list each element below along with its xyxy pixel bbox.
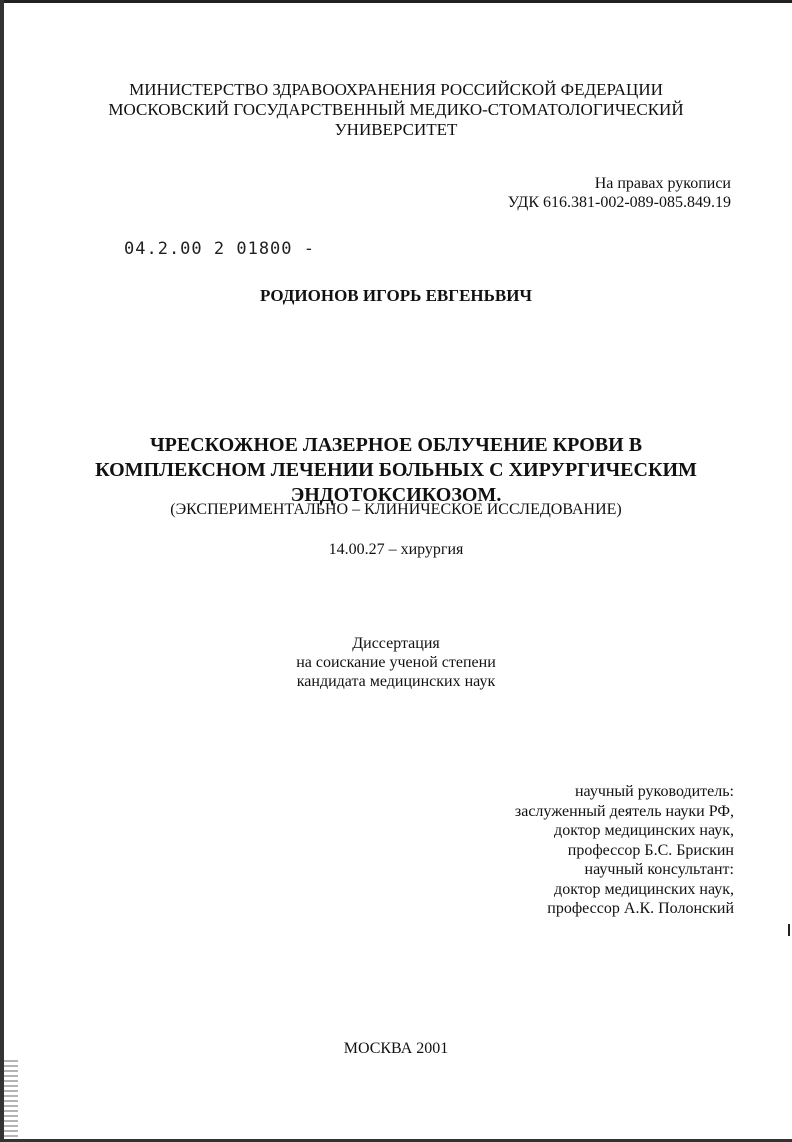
specialty-code: 14.00.27 – хирургия xyxy=(328,541,464,558)
header-line: МОСКОВСКИЙ ГОСУДАРСТВЕННЫЙ МЕДИКО-СТОМАТОЛОГИЧЕСКИЙ xyxy=(108,100,684,119)
dissertation-title xyxy=(0,433,792,508)
rights-label: На правах рукописи xyxy=(594,175,731,192)
title-line: ЧРЕСКОЖНОЕ ЛАЗЕРНОЕ ОБЛУЧЕНИЕ КРОВИ В xyxy=(149,434,643,456)
author-name: РОДИОНОВ ИГОРЬ ЕВГЕНЬВИЧ xyxy=(260,286,532,305)
manuscript-rights xyxy=(508,174,731,212)
degree-line: на соискание ученой степени xyxy=(296,654,496,671)
city-year: МОСКВА 2001 xyxy=(343,1040,449,1057)
header-line: УНИВЕРСИТЕТ xyxy=(334,120,458,139)
degree-line: кандидата медицинских наук xyxy=(296,673,496,690)
scan-mark-right xyxy=(788,924,790,936)
scan-noise xyxy=(4,1060,18,1142)
supervisor-line: заслуженный деятель науки РФ, xyxy=(514,802,734,820)
title-line: КОМПЛЕКСНОМ ЛЕЧЕНИИ БОЛЬНЫХ С ХИРУРГИЧЕСКИМ xyxy=(95,459,697,481)
degree-statement xyxy=(0,634,792,691)
title-line: ЭНДОТОКСИКОЗОМ. xyxy=(290,484,502,506)
consultant-label: научный консультант: xyxy=(584,861,734,878)
supervisor-line: профессор Б.С. Брискин xyxy=(567,841,734,859)
institution-header xyxy=(0,80,792,140)
degree-line: Диссертация xyxy=(352,635,440,652)
scan-edge-left xyxy=(0,0,4,1142)
supervisor-line: доктор медицинских наук, xyxy=(554,822,734,839)
registration-stamp: 04.2.00 2 01800 - xyxy=(124,239,315,259)
consultant-line: профессор А.К. Полонский xyxy=(547,900,734,917)
udk-code: УДК 616.381-002-089-085.849.19 xyxy=(507,194,731,211)
supervisors-block xyxy=(515,782,734,919)
supervisor-label: научный руководитель: xyxy=(574,783,734,800)
consultant-line: доктор медицинских наук, xyxy=(554,880,734,898)
scan-edge-top xyxy=(0,0,792,3)
header-line: МИНИСТЕРСТВО ЗДРАВООХРАНЕНИЯ РОССИЙСКОЙ ФЕДЕРАЦИИ xyxy=(129,80,663,99)
title-subtitle: (ЭКСПЕРИМЕНТАЛЬНО – КЛИНИЧЕСКОЕ ИССЛЕДОВАНИЕ) xyxy=(170,501,622,518)
